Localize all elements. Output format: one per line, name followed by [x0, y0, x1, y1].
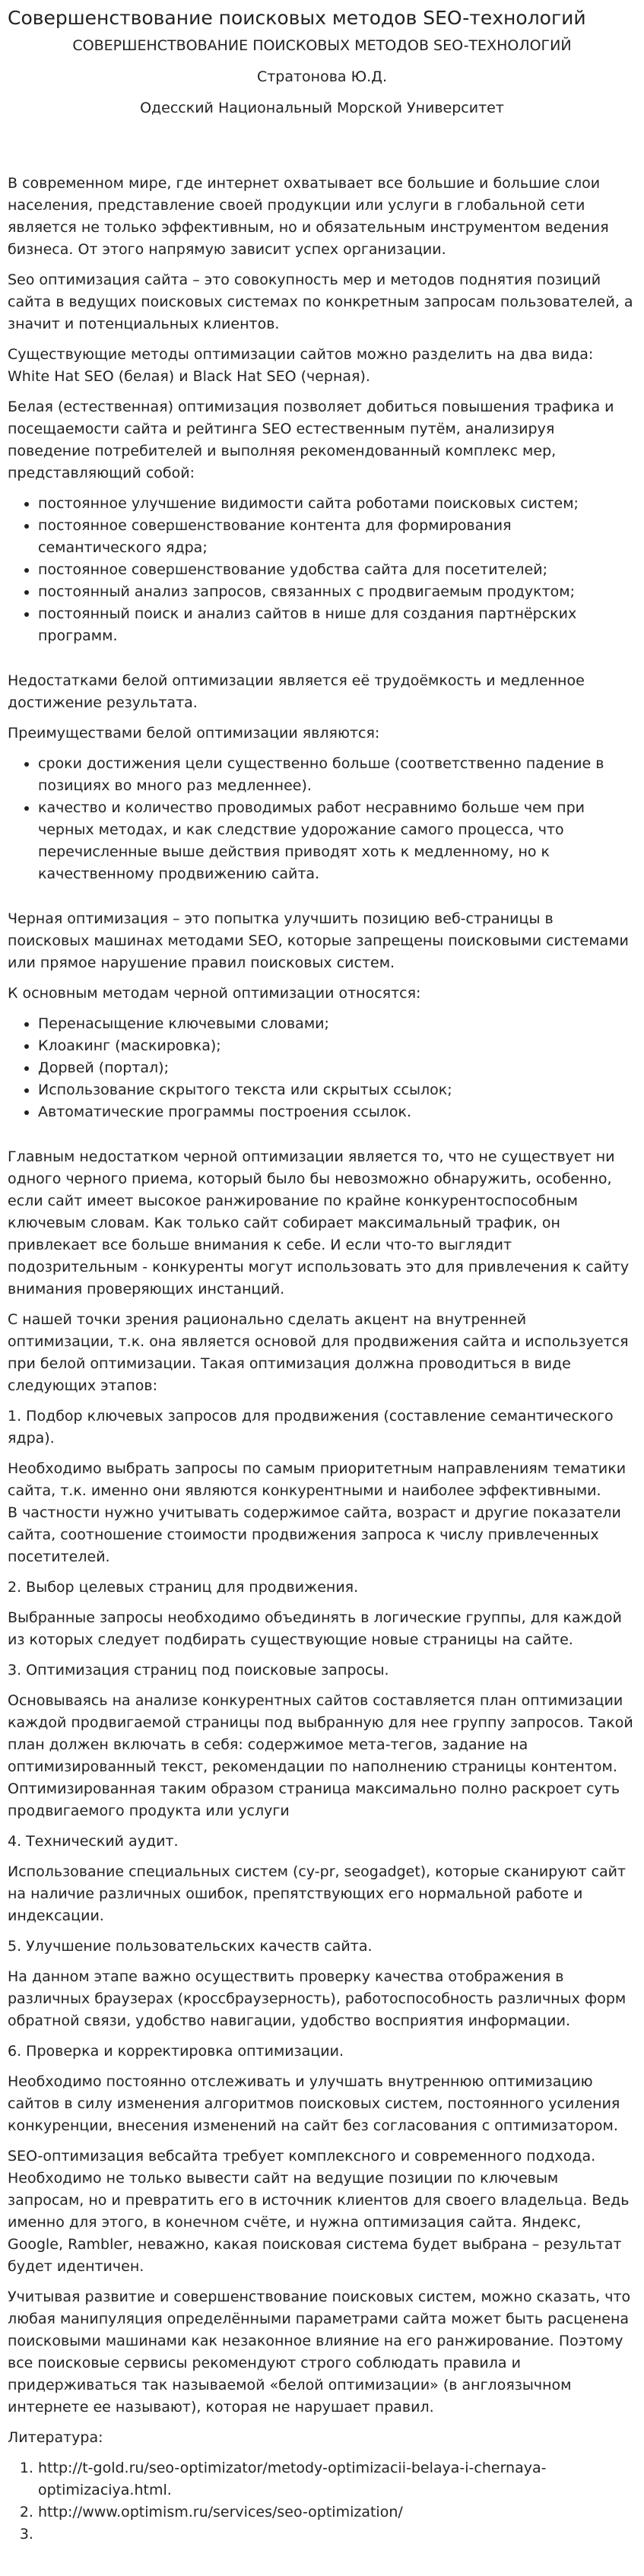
reference-item — [38, 2524, 636, 2546]
list-item: • Автоматические программы построения ссылок. — [38, 1101, 636, 1123]
paragraph-black-methods: К основным методам черной оптимизации относятся: — [8, 985, 421, 1002]
document-title: Совершенствование поисковых методов SEO-технологий — [8, 7, 586, 29]
literature-label: Литература: — [8, 2429, 103, 2446]
paragraph-white-pros: Преимуществами белой оптимизации являются: — [8, 725, 380, 742]
list-item: • Дорвей (портал); — [38, 1057, 636, 1079]
step-3-text: Основываясь на анализе конкурентных сайтов составляется план оптимизации каждой продвигаемой страницы под выбранную для нее группу запросов. Такой план должен включать в себя: содержимое мета-тегов, задание на оптимизированный текст, рекомендации по наполнению страницы контентом. Оптимизированная таким образом страница максимально полно раскроет суть продвигаемого продукта или услуги — [8, 1692, 633, 1819]
list-item: • постоянный поиск и анализ сайтов в нише для создания партнёрских программ. — [38, 603, 636, 647]
paragraph-white-cons: Недостатками белой оптимизации является её трудоёмкость и медленное достижение результата. — [8, 672, 585, 711]
list-item: • постоянное улучшение видимости сайта роботами поисковых систем; — [38, 493, 636, 515]
paragraph-white-hat: Белая (естественная) оптимизация позволяет добиться повышения трафика и посещаемости сайта и рейтинга SEO естественным путём, анализируя поведение потребителей и выполняя рекомендованный комплекс мер, представляющий собой: — [8, 399, 614, 481]
step-5-heading: 5. Улучшение пользовательских качеств сайта. — [8, 1938, 373, 1955]
references-list — [8, 2457, 636, 2546]
paragraph-black-hat: Черная оптимизация – это попытка улучшить позицию веб-страницы в поисковых машинах методами SEO, которые запрещены поисковыми системами или прямое нарушение правил поисковых систем. — [8, 910, 629, 971]
step-4-heading: 4. Технический аудит. — [8, 1833, 179, 1850]
step-5-text: На данном этапе важно осуществить проверку качества отображения в различных браузерах (кроссбраузерность), работоспособность различных форм обратной связи, удобство навигации, удобство восприятия информации. — [8, 1968, 627, 2029]
list-item: • Перенасыщение ключевыми словами; — [38, 1013, 636, 1035]
author-affiliation: Одесский Национальный Морской Университет — [140, 100, 504, 116]
article-heading: СОВЕРШЕНСТВОВАНИЕ ПОИСКОВЫХ МЕТОДОВ SEO-ТЕХНОЛОГИЙ — [72, 37, 572, 54]
step-6-heading: 6. Проверка и корректировка оптимизации. — [8, 2043, 344, 2060]
list-black-hat — [8, 1013, 636, 1123]
paragraph-methods: Существующие методы оптимизации сайтов можно разделить на два вида: White Hat SEO (белая) и Black Hat SEO (черная). — [8, 346, 594, 385]
reference-item — [38, 2457, 636, 2501]
reference-item — [38, 2501, 636, 2524]
paragraph-internal-opt: С нашей точки зрения рационально сделать акцент на внутренней оптимизации, т.к. она является основой для продвижения сайта и используется при белой оптимизации. Такая оптимизация должна проводиться в виде следующих этапов: — [8, 1311, 629, 1394]
step-1-heading: 1. Подбор ключевых запросов для продвижения (составление семантического ядра). — [8, 1408, 614, 1447]
list-item: • Использование скрытого текста или скрытых ссылок; — [38, 1079, 636, 1101]
author-name: Стратонова Ю.Д. — [256, 68, 388, 85]
step-2-heading: 2. Выбор целевых страниц для продвижения. — [8, 1579, 359, 1596]
step-2-text: Выбранные запросы необходимо объединять в логические группы, для каждой из которых следует подбирать существующие новые страницы на сайте. — [8, 1609, 622, 1648]
list-item: • постоянное совершенствование контента для формирования семантического ядра; — [38, 515, 636, 559]
paragraph-definition: Seo оптимизация сайта – это совокупность мер и методов поднятия позиций сайта в ведущих поисковых системах по конкретным запросам пользователей, а значит и потенциальных клиентов. — [8, 272, 633, 332]
list-item: • Клоакинг (маскировка); — [38, 1035, 636, 1057]
reference-link[interactable]: http://t-gold.ru/seo-optimizator/metody-optimizacii-belaya-i-chernaya-optimizaciya.html. — [38, 2460, 547, 2498]
step-4-text: Использование специальных систем (cy-pr, seogadget), которые сканируют сайт на наличие различных ошибок, препятствующих его нормальной работе и индексации. — [8, 1863, 627, 1924]
step-3-heading: 3. Оптимизация страниц под поисковые запросы. — [8, 1662, 389, 1679]
list-white-hat — [8, 493, 636, 647]
list-advantages — [8, 753, 636, 885]
list-item: • постоянное совершенствование удобства сайта для посетителей; — [38, 559, 636, 581]
paragraph-black-cons: Главным недостатком черной оптимизации является то, что не существует ни одного черного приема, который было бы невозможно обнаружить, особенно, если сайт имеет высокое ранжирование по крайне конкурентоспособным ключевым словам. Как только сайт собирает максимальный трафик, он привлекает все больше внимания к себе. И если что-то выглядит подозрительным - конкуренты могут использовать это для привлечения к сайту внимания проверяющих инстанций. — [8, 1148, 630, 1298]
step-1-text-b: В частности нужно учитывать содержимое сайта, возраст и другие показатели сайта, соотношение стоимости продвижения запроса к числу привлеченных посетителей. — [8, 1504, 621, 1565]
paragraph-intro: В современном мире, где интернет охватывает все большие и большие слои населения, представление своей продукции или услуги в глобальной сети является не только эффективным, но и обязательным инструментом ведения бизнеса. От этого напрямую зависит успех организации. — [8, 175, 609, 258]
list-item: • качество и количество проводимых работ несравнимо больше чем при черных методах, и как следствие удорожание самого процесса, что перечисленные выше действия приводят хоть к медленному, но к качественному продвижению сайта. — [38, 797, 636, 885]
reference-link[interactable]: http://www.optimism.ru/services/seo-optimization/ — [38, 2504, 403, 2520]
step-6-text: Необходимо постоянно отслеживать и улучшать внутреннюю оптимизацию сайтов в силу изменения алгоритмов поисковых систем, постоянного усиления конкуренции, внесения изменений на сайт без согласования с оптимизатором. — [8, 2073, 620, 2134]
step-1-text — [8, 1458, 636, 1568]
list-item: • постоянный анализ запросов, связанных с продвигаемым продуктом; — [38, 581, 636, 603]
step-1-text-a: Необходимо выбрать запросы по самым приоритетным направлениям тематики сайта, т.к. именно они являются конкурентными и наиболее эффективными. — [8, 1460, 627, 1499]
list-item: • сроки достижения цели существенно больше (соответственно падение в позициях во много раз медленнее). — [38, 753, 636, 797]
paragraph-summary: SEO-оптимизация вебсайта требует комплексного и современного подхода. Необходимо не только вывести сайт на ведущие позиции по ключевым запросам, но и превратить его в источник клиентов для своего владельца. Ведь именно для этого, в конечном счёте, и нужна оптимизация сайта. Яндекс, Google, Rambler, неважно, какая поисковая система будет выбрана – результат будет идентичен. — [8, 2148, 630, 2275]
paragraph-conclusion: Учитывая развитие и совершенствование поисковых систем, можно сказать, что любая манипуляция определёнными параметрами сайта может быть расценена поисковыми машинами как незаконное влияние на его ранжирование. Поэтому все поисковые сервисы рекомендуют строго соблюдать правила и придерживаться так называемой «белой оптимизации» (в англоязычном интернете ее называют), которая не нарушает правил. — [8, 2289, 631, 2416]
